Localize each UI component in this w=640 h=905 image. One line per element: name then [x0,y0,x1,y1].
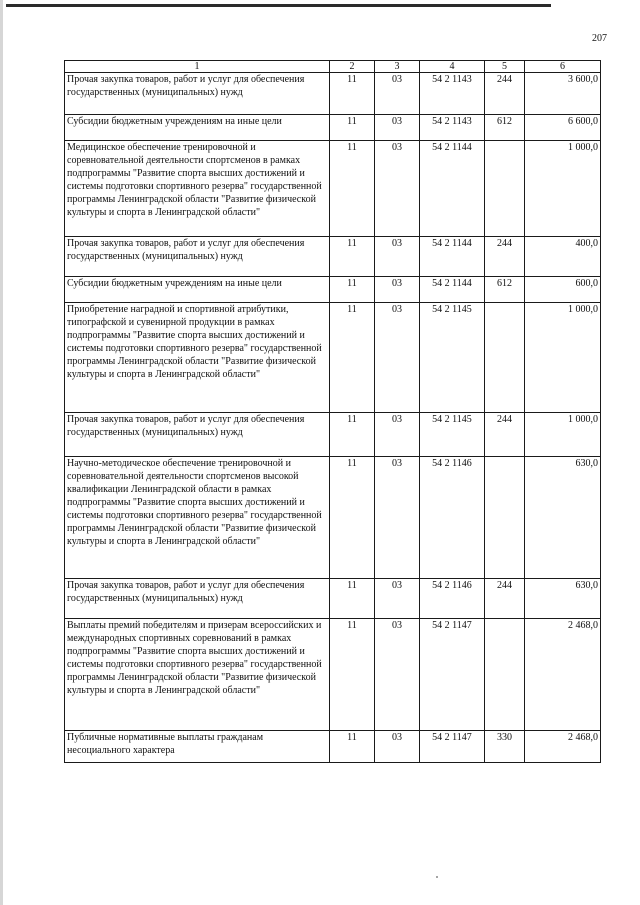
item-name: Прочая закупка товаров, работ и услуг для обеспечения государственных (муниципальных) нужд [65,579,330,619]
subsection-code: 03 [375,579,420,619]
column-header: 5 [485,61,525,73]
page-number: 207 [592,33,607,44]
item-name: Научно-методическое обеспечение тренировочной и соревновательной деятельности спортсменов высокой квалификации Ленинградской области в рамках подпрограммы "Развитие спорта высших достижений и системы подготовки спортивного резерва" государственной программы Ленинградской области "Развитие физической культуры и спорта в Ленинградской области" [65,457,330,579]
table-row [65,413,601,457]
section-code: 11 [330,141,375,237]
target-article-code: 54 2 1145 [420,303,485,413]
expense-type-code [485,303,525,413]
expense-type-code: 244 [485,237,525,277]
section-code: 11 [330,277,375,303]
section-code: 11 [330,457,375,579]
top-rule [6,4,551,7]
table-row [65,731,601,763]
section-code: 11 [330,579,375,619]
target-article-code: 54 2 1146 [420,579,485,619]
budget-table [64,60,601,763]
section-code: 11 [330,115,375,141]
section-code: 11 [330,303,375,413]
column-header: 3 [375,61,420,73]
section-code: 11 [330,413,375,457]
item-name: Субсидии бюджетным учреждениям на иные цели [65,277,330,303]
amount: 630,0 [525,579,601,619]
section-code: 11 [330,619,375,731]
target-article-code: 54 2 1144 [420,237,485,277]
amount: 6 600,0 [525,115,601,141]
column-header: 1 [65,61,330,73]
expense-type-code [485,457,525,579]
amount: 630,0 [525,457,601,579]
table-row [65,237,601,277]
subsection-code: 03 [375,457,420,579]
header-row [65,61,601,73]
target-article-code: 54 2 1147 [420,731,485,763]
amount: 2 468,0 [525,731,601,763]
amount: 1 000,0 [525,413,601,457]
item-name: Прочая закупка товаров, работ и услуг для обеспечения государственных (муниципальных) нужд [65,73,330,115]
subsection-code: 03 [375,619,420,731]
section-code: 11 [330,237,375,277]
subsection-code: 03 [375,413,420,457]
column-header: 2 [330,61,375,73]
expense-type-code: 612 [485,277,525,303]
target-article-code: 54 2 1143 [420,115,485,141]
expense-type-code: 244 [485,413,525,457]
subsection-code: 03 [375,115,420,141]
expense-type-code: 330 [485,731,525,763]
scan-speck [436,876,438,878]
target-article-code: 54 2 1144 [420,277,485,303]
amount: 1 000,0 [525,303,601,413]
amount: 1 000,0 [525,141,601,237]
target-article-code: 54 2 1144 [420,141,485,237]
item-name: Прочая закупка товаров, работ и услуг для обеспечения государственных (муниципальных) нужд [65,413,330,457]
subsection-code: 03 [375,303,420,413]
expense-type-code: 244 [485,73,525,115]
table-row [65,303,601,413]
amount: 3 600,0 [525,73,601,115]
expense-type-code [485,619,525,731]
item-name: Выплаты премий победителям и призерам всероссийских и международных спортивных соревнований в рамках подпрограммы "Развитие спорта высших достижений и системы подготовки спортивного резерва" государственной программы Ленинградской области "Развитие физической культуры и спорта в Ленинградской области" [65,619,330,731]
table-row [65,73,601,115]
table-row [65,115,601,141]
item-name: Прочая закупка товаров, работ и услуг для обеспечения государственных (муниципальных) нужд [65,237,330,277]
section-code: 11 [330,731,375,763]
item-name: Субсидии бюджетным учреждениям на иные цели [65,115,330,141]
item-name: Публичные нормативные выплаты гражданам несоциального характера [65,731,330,763]
subsection-code: 03 [375,141,420,237]
table-row [65,457,601,579]
subsection-code: 03 [375,237,420,277]
expense-type-code: 244 [485,579,525,619]
target-article-code: 54 2 1145 [420,413,485,457]
subsection-code: 03 [375,73,420,115]
amount: 2 468,0 [525,619,601,731]
subsection-code: 03 [375,731,420,763]
expense-type-code: 612 [485,115,525,141]
section-code: 11 [330,73,375,115]
subsection-code: 03 [375,277,420,303]
target-article-code: 54 2 1147 [420,619,485,731]
scan-left-edge [0,0,3,905]
item-name: Медицинское обеспечение тренировочной и соревновательной деятельности спортсменов в рамках подпрограммы "Развитие спорта высших достижений и системы подготовки спортивного резерва" государственной программы Ленинградской области "Развитие физической культуры и спорта в Ленинградской области" [65,141,330,237]
table-row [65,579,601,619]
item-name: Приобретение наградной и спортивной атрибутики, типографской и сувенирной продукции в рамках подпрограммы "Развитие спорта высших достижений и системы подготовки спортивного резерва" государственной программы Ленинградской области "Развитие физической культуры и спорта в Ленинградской области" [65,303,330,413]
table-row [65,619,601,731]
column-header: 4 [420,61,485,73]
amount: 600,0 [525,277,601,303]
table-row [65,141,601,237]
column-header: 6 [525,61,601,73]
target-article-code: 54 2 1143 [420,73,485,115]
table-row [65,277,601,303]
amount: 400,0 [525,237,601,277]
target-article-code: 54 2 1146 [420,457,485,579]
expense-type-code [485,141,525,237]
